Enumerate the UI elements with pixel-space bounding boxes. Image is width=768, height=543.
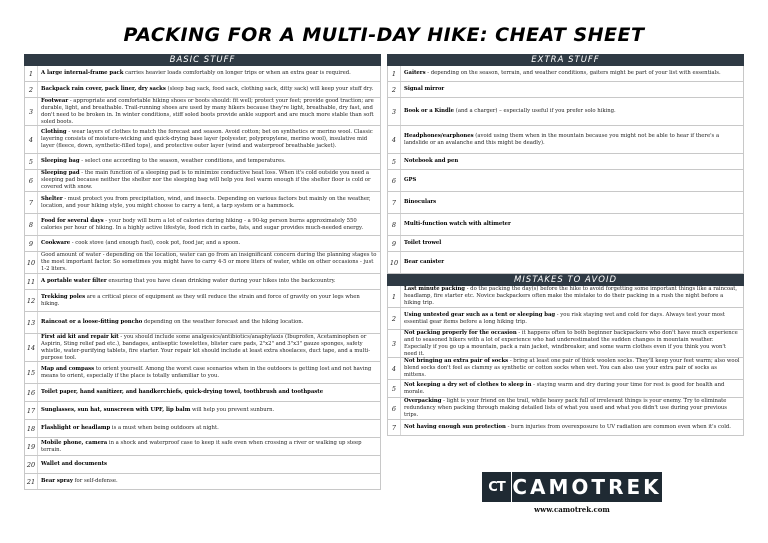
item-text bbox=[38, 293, 380, 309]
item-desc: depending on the weather forecast and the hiking location. bbox=[142, 319, 304, 325]
item-number: 6 bbox=[388, 398, 401, 419]
basic-item bbox=[24, 362, 381, 384]
item-desc: - your body will burn a lot of calories during hiking - a 90-kg person burns approximately 550 calories per hour of hiking. In a highly active lifestyle, food rich in carbs, fats, and sugar provides much-needed energy. bbox=[41, 217, 364, 231]
item-number: 20 bbox=[25, 456, 38, 473]
basic-item bbox=[24, 384, 381, 402]
item-text bbox=[401, 107, 743, 116]
basic-item bbox=[24, 192, 381, 214]
item-text bbox=[38, 333, 380, 363]
extra-item bbox=[387, 236, 744, 252]
item-bold: Multi-function watch with altimeter bbox=[404, 221, 511, 227]
item-text bbox=[38, 477, 380, 486]
item-bold: Bear canister bbox=[404, 259, 445, 265]
item-desc: for self-defense. bbox=[72, 478, 118, 484]
item-number: 5 bbox=[388, 154, 401, 169]
basic-item bbox=[24, 214, 381, 236]
item-desc: (and a charger) – especially useful if you prefer solo hiking. bbox=[454, 108, 616, 114]
item-bold: Not keeping a dry set of clothes to sleep in bbox=[404, 381, 532, 388]
website-url: www.camotrek.com bbox=[534, 505, 610, 514]
basic-item bbox=[24, 438, 381, 456]
extra-item bbox=[387, 214, 744, 236]
basic-item bbox=[24, 126, 381, 154]
item-text bbox=[38, 277, 380, 286]
item-bold: Backpack rain cover, pack liner, dry sacks bbox=[41, 86, 166, 92]
item-desc: is a must when being outdoors at night. bbox=[110, 425, 219, 431]
basic-item bbox=[24, 290, 381, 312]
item-desc: - must protect you from precipitation, wind, and insects. Depending on various factors but mainly on the weather, location, and your hiking style, you might choose to carry a tent, a tarp system or a hammock. bbox=[41, 195, 371, 209]
basic-item bbox=[24, 474, 381, 490]
item-number: 7 bbox=[388, 192, 401, 213]
extra-stuff-column bbox=[387, 54, 744, 436]
mistake-item bbox=[387, 308, 744, 330]
item-bold: Toilet paper, hand sanitizer, and handkerchiefs, quick-drying towel, toothbrush and toothpaste bbox=[41, 389, 324, 395]
item-number: 8 bbox=[388, 214, 401, 235]
item-desc: - do the packing the day(s) before the hike to avoid forgetting some important things like a raincoat, headlamp, fire starter etc. Novice backpackers often make the mistake to do their packing in a rush the night before a hiking trip. bbox=[404, 286, 738, 306]
item-number: 13 bbox=[25, 312, 38, 333]
item-bold: Not having enough sun protection bbox=[404, 424, 506, 430]
item-text bbox=[401, 69, 743, 78]
item-desc: - light is your friend on the trail, while heavy pack full of irrelevant things is your enemy. Try to eliminate redundancy when packing through making detailed lists of what you used and what you didn't use during your previous trips. bbox=[404, 398, 728, 418]
item-bold: GPS bbox=[404, 177, 417, 183]
basic-item bbox=[24, 154, 381, 170]
item-desc: (sleep bag sack, food sack, clothing sack, ditty sack) will keep your stuff dry. bbox=[165, 86, 374, 92]
item-bold: Mobile phone, camera bbox=[41, 439, 108, 446]
basic-item bbox=[24, 334, 381, 362]
basic-item bbox=[24, 456, 381, 474]
item-number: 12 bbox=[25, 290, 38, 311]
item-number: 15 bbox=[25, 362, 38, 383]
item-bold: Wallet and documents bbox=[41, 461, 108, 467]
item-number: 6 bbox=[388, 170, 401, 191]
item-bold: Using untested gear such as a tent or sleeping bag bbox=[404, 311, 556, 318]
item-bold: Signal mirror bbox=[404, 86, 445, 92]
item-desc: - the main function of a sleeping pad is to minimize conductive heat loss. When it's cold outside you need a sleeping pad because neither the shelter nor the sleeping bag will help you feel warm enough if the shelter floor is cold or covered with snow. bbox=[41, 170, 371, 190]
item-desc: - depending on the season, terrain, and weather conditions, gaiters might be part of your list with essentials. bbox=[425, 70, 721, 76]
item-bold: Gaiters bbox=[404, 70, 426, 76]
item-number: 7 bbox=[25, 192, 38, 213]
logo-mark: CT bbox=[482, 472, 512, 502]
mistakes-list bbox=[387, 286, 744, 436]
item-text bbox=[401, 357, 743, 380]
item-text bbox=[401, 220, 743, 229]
item-desc: (avoid using them when in the mountain because you might not be able to hear if there's a landslide or an avalanche and this might be deadly). bbox=[404, 132, 720, 146]
item-bold: Overpacking bbox=[404, 398, 442, 404]
item-desc: - select one according to the season, weather conditions, and temperatures. bbox=[79, 158, 286, 164]
mistake-item bbox=[387, 330, 744, 358]
item-number: 19 bbox=[25, 438, 38, 455]
extra-item bbox=[387, 126, 744, 154]
item-desc: - you risk staying wet and cold for days. Always test your most essential gear items before a long hiking trip. bbox=[404, 311, 725, 325]
item-bold: Flashlight or headlamp bbox=[41, 425, 111, 431]
item-desc: ensuring that you have clean drinking water during your hikes into the backcountry. bbox=[106, 278, 336, 284]
item-text bbox=[401, 239, 743, 248]
item-number: 2 bbox=[388, 308, 401, 329]
item-bold: Binoculars bbox=[404, 199, 437, 205]
item-number: 10 bbox=[388, 252, 401, 273]
item-bold: Headphones/earphones bbox=[404, 132, 474, 139]
item-number: 17 bbox=[25, 402, 38, 419]
item-bold: Map and compass bbox=[41, 365, 95, 372]
item-bold: Not packing properly for the occasion bbox=[404, 329, 517, 336]
item-text bbox=[38, 406, 380, 415]
camotrek-logo bbox=[482, 472, 662, 502]
item-text bbox=[38, 251, 380, 274]
item-number: 8 bbox=[25, 214, 38, 235]
basic-item bbox=[24, 252, 381, 274]
item-bold: Footwear bbox=[41, 97, 69, 104]
item-desc: Good amount of water - depending on the location, water can go from an insignificant concern during the planning stages to the most important factor. So sometimes you might have to carry 4-5 or more liters of water, while on other occasions - just 1-2 liters. bbox=[41, 252, 377, 272]
extra-item bbox=[387, 170, 744, 192]
item-text bbox=[401, 85, 743, 94]
item-text bbox=[38, 424, 380, 433]
item-text bbox=[401, 132, 743, 148]
item-bold: First aid kit and repair kit bbox=[41, 333, 119, 340]
item-number: 2 bbox=[25, 82, 38, 97]
item-desc: will help you prevent sunburn. bbox=[190, 407, 275, 413]
item-text bbox=[38, 195, 380, 211]
extra-item bbox=[387, 82, 744, 98]
item-number: 11 bbox=[25, 274, 38, 289]
extra-item bbox=[387, 66, 744, 82]
item-bold: Notebook and pen bbox=[404, 158, 459, 164]
extra-item bbox=[387, 192, 744, 214]
item-number: 7 bbox=[388, 420, 401, 435]
item-bold: Food for several days bbox=[41, 217, 104, 224]
item-number: 1 bbox=[388, 66, 401, 81]
item-text bbox=[38, 460, 380, 469]
mistake-item bbox=[387, 398, 744, 420]
mistake-item bbox=[387, 286, 744, 308]
item-text bbox=[401, 381, 743, 397]
item-text bbox=[38, 217, 380, 233]
item-bold: Bear spray bbox=[41, 478, 73, 484]
item-number: 5 bbox=[388, 380, 401, 397]
item-text bbox=[38, 365, 380, 381]
item-bold: Sleeping pad bbox=[41, 170, 80, 176]
item-number: 3 bbox=[25, 98, 38, 125]
item-desc: are a critical piece of equipment as they will reduce the strain and force of gravity on your legs when hiking. bbox=[41, 293, 360, 307]
item-bold: Cookware bbox=[41, 240, 71, 246]
item-desc: in a shock and waterproof case to keep it safe even when crossing a river or walking up steep terrain. bbox=[41, 439, 362, 453]
item-bold: Last minute packing bbox=[404, 286, 466, 292]
extra-item bbox=[387, 154, 744, 170]
item-text bbox=[38, 318, 380, 327]
item-number: 4 bbox=[388, 358, 401, 379]
item-number: 16 bbox=[25, 384, 38, 401]
item-number: 4 bbox=[388, 126, 401, 153]
basic-item bbox=[24, 170, 381, 192]
item-bold: Clothing bbox=[41, 129, 67, 135]
page-title: PACKING FOR A MULTI-DAY HIKE: CHEAT SHEET bbox=[123, 24, 645, 46]
item-bold: Trekking poles bbox=[41, 293, 86, 300]
item-bold: A large internal-frame pack bbox=[41, 70, 124, 76]
extra-stuff-heading: EXTRA STUFF bbox=[387, 54, 744, 66]
item-desc: - staying warm and dry during your time for rest is good for health and morale. bbox=[404, 381, 725, 395]
item-bold: Book or a Kindle bbox=[404, 108, 455, 114]
item-desc: carries heavier loads comfortably on longer trips or when an extra gear is required. bbox=[123, 70, 351, 76]
mistake-item bbox=[387, 358, 744, 380]
extra-item bbox=[387, 98, 744, 126]
item-text bbox=[38, 439, 380, 455]
item-bold: Sunglasses, sun hat, sunscreen with UPF, lip balm bbox=[41, 407, 191, 413]
extra-item bbox=[387, 252, 744, 274]
item-text bbox=[401, 311, 743, 327]
item-number: 6 bbox=[25, 170, 38, 191]
item-desc: - burn injuries from overexposure to UV radiation are common even when it's cold. bbox=[505, 424, 731, 430]
item-desc: - bring at least one pair of thick woolen socks. They'll keep your feet warm; also wool blend socks don't feel as clammy as synthetic or cotton socks when wet. You can also use your extra pair of socks as mittens. bbox=[404, 358, 740, 378]
item-bold: A portable water filter bbox=[41, 278, 107, 284]
basic-item bbox=[24, 66, 381, 82]
item-desc: to orient yourself. Among the worst case scenarios when in the outdoors is getting lost and not having means to orient, especially if the place is totally unfamiliar to you. bbox=[41, 365, 372, 379]
item-number: 1 bbox=[25, 66, 38, 81]
basic-stuff-column bbox=[24, 54, 381, 490]
item-number: 2 bbox=[388, 82, 401, 97]
item-text bbox=[38, 169, 380, 192]
extra-stuff-list bbox=[387, 66, 744, 274]
item-desc: - wear layers of clothes to match the forecast and season. Avoid cotton; bet on synthetics or merino wool. Classic layering consists of moisture-wicking and quick-drying base layer (polyester, polypropylene, merino wool), insulative mid layer (fleece, down, synthetic-filled tops), and protective outer layer (wind and waterproof breathable jacket). bbox=[41, 129, 373, 149]
item-text bbox=[401, 285, 743, 308]
basic-item bbox=[24, 402, 381, 420]
item-number: 5 bbox=[25, 154, 38, 169]
mistakes-heading: MISTAKES TO AVOID bbox=[387, 274, 744, 286]
item-number: 21 bbox=[25, 474, 38, 489]
basic-item bbox=[24, 236, 381, 252]
item-bold: Raincoat or a loose-fitting poncho bbox=[41, 319, 143, 325]
item-text bbox=[38, 128, 380, 151]
item-desc: - cook stove (and enough fuel), cook pot, food jar, and a spoon. bbox=[70, 240, 241, 246]
item-text bbox=[401, 258, 743, 267]
basic-item bbox=[24, 274, 381, 290]
item-number: 9 bbox=[388, 236, 401, 251]
item-desc: - you should include some analgesics/antibiotics/anaphylaxis (Ibuprofen, Acetaminophen or Aspirin, Sting relief pad etc.), bandages, antiseptic towelettes, blister care pads, 2"x2" and 3"x3" gauze sponges, safety whistle, water-purifying tablets, fire starter. Your repair kit should include at least extra shoelaces, duct tape, and a multi-purpose tool. bbox=[41, 333, 371, 361]
mistake-item bbox=[387, 380, 744, 398]
basic-item bbox=[24, 98, 381, 126]
basic-stuff-heading: BASIC STUFF bbox=[24, 54, 381, 66]
item-desc: - appropriate and comfortable hiking shoes or boots should: fit well; protect your feet; provide good traction; are durable, light, and breathable. Trail-running shoes are used by many hikers because they're light, breathable, dry fast, and don't need to be broken in. In winter conditions, stiff soled boots provide ankle support and are much more stable than soft soled boots. bbox=[41, 97, 374, 125]
basic-item bbox=[24, 420, 381, 438]
item-number: 3 bbox=[388, 98, 401, 125]
item-text bbox=[401, 198, 743, 207]
item-text bbox=[401, 176, 743, 185]
item-text bbox=[401, 329, 743, 359]
item-bold: Toilet trowel bbox=[404, 240, 442, 246]
item-number: 4 bbox=[25, 126, 38, 153]
item-text bbox=[38, 388, 380, 397]
item-text bbox=[401, 423, 743, 432]
item-bold: Not bringing an extra pair of socks bbox=[404, 358, 509, 364]
item-number: 1 bbox=[388, 286, 401, 307]
basic-item bbox=[24, 312, 381, 334]
item-number: 3 bbox=[388, 330, 401, 357]
item-text bbox=[38, 239, 380, 248]
item-bold: Sleeping bag bbox=[41, 158, 80, 164]
logo-text: CAMOTREK bbox=[512, 475, 662, 499]
item-text bbox=[401, 157, 743, 166]
basic-stuff-list bbox=[24, 66, 381, 490]
item-text bbox=[38, 69, 380, 78]
mistake-item bbox=[387, 420, 744, 436]
item-text bbox=[38, 157, 380, 166]
item-number: 18 bbox=[25, 420, 38, 437]
item-desc: - it happens often to both beginner backpackers who don't have much experience and to seasoned hikers with a lot of experience who had underestimated the sudden changes in mountain weather. Especially if you go up a mountain, pack a rain jacket, windbreaker, and some warm clothes even if you think you won't need it. bbox=[404, 329, 738, 357]
item-text bbox=[401, 397, 743, 420]
item-text bbox=[38, 97, 380, 127]
item-number: 10 bbox=[25, 252, 38, 273]
item-bold: Shelter bbox=[41, 195, 63, 202]
item-number: 14 bbox=[25, 334, 38, 361]
item-number: 9 bbox=[25, 236, 38, 251]
item-text bbox=[38, 85, 380, 94]
